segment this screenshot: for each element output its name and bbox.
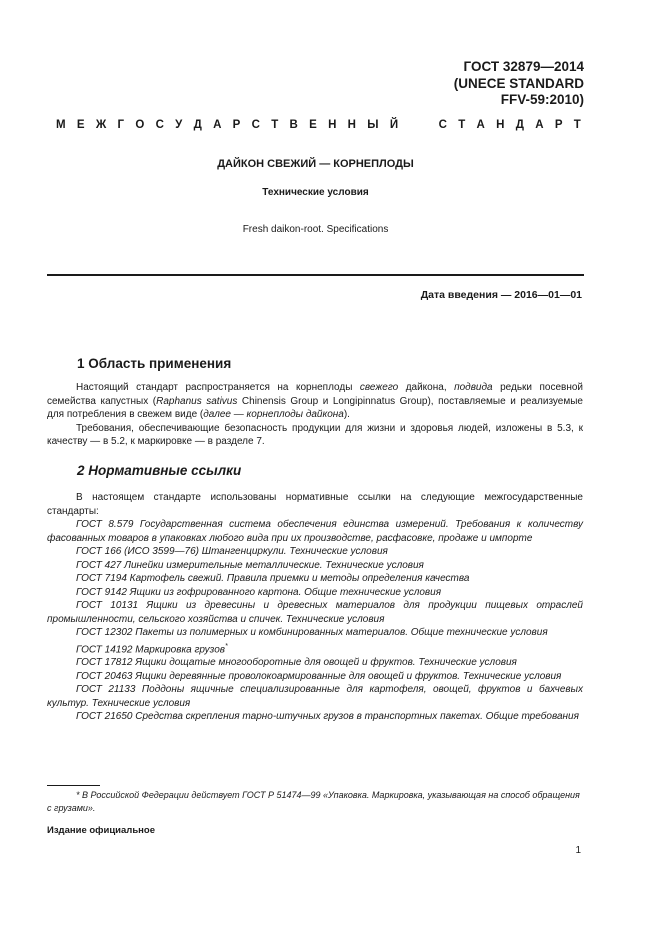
title-divider [47,274,584,276]
reference-item: ГОСТ 12302 Пакеты из полимерных и комбинированных материалов. Общие технические условия [76,627,548,638]
reference-item: ГОСТ 8.579 Государственная система обеспечения единства измерений. Требования к количеству фасованных товаров в упаковках любого вида при их производстве, расфасовке, продаже и импорте [47,519,583,544]
interstate-letter: М [56,119,66,131]
section-2-body [47,491,583,724]
interstate-letter: Е [309,119,317,131]
interstate-letter: Р [232,119,241,131]
standard-letter: А [476,119,485,131]
reference-item: ГОСТ 14192 Маркировка грузов* [76,642,228,655]
section-1-body [47,381,583,449]
reference-item: ГОСТ 21650 Средства скрепления тарно-штучных грузов в транспортных пакетах. Общие требования [76,711,579,723]
footnote-mark: * [224,642,228,650]
official-edition-label: Издание официальное [47,825,155,836]
interstate-letter: С [155,119,164,131]
standard-letter: Д [515,119,524,131]
page-number: 1 [575,845,581,856]
standard-letter: Т [573,119,581,131]
interstate-letter: Н [328,119,337,131]
section-1-heading: 1 Область применения [77,356,232,371]
standard-letter: С [438,119,447,131]
interstate-letter: А [213,119,222,131]
interstate-letter: Г [117,119,125,131]
reference-item: ГОСТ 17812 Ящики дощатые многооборотные для овощей и фруктов. Технические условия [76,657,517,669]
document-title: ДАЙКОН СВЕЖИЙ — КОРНЕПЛОДЫ [217,158,414,170]
section-2-intro: В настоящем стандарте использованы нормативные ссылки на следующие межгосударственные стандарты: [47,492,583,517]
footnote-divider [47,785,100,786]
english-title: Fresh daikon-root. Specifications [242,224,389,235]
standard-letter: Т [458,119,466,131]
standard-code [454,59,584,109]
standard-code-line: FFV-59:2010) [500,92,584,107]
footnote [47,789,583,814]
interstate-letter: Ы [367,119,379,131]
standard-letter: Р [554,119,563,131]
interstate-letter: Т [271,119,279,131]
standard-letter: А [535,119,544,131]
standard-code-line: ГОСТ 32879—2014 [463,59,584,74]
interstate-letter: О [135,119,145,131]
reference-item: ГОСТ 166 (ИСО 3599—76) Штангенциркули. Технические условия [76,546,388,557]
standard-code-line: (UNECE STANDARD [453,75,584,91]
interstate-letter: Д [193,119,202,131]
interstate-letter: С [251,119,260,131]
banner-gap [409,119,427,131]
standard-letter: Н [496,119,505,131]
introduction-date: Дата введения — 2016—01—01 [420,289,582,301]
section-1-paragraph-2: Требования, обеспечивающие безопасность продукции для жизни и здоровья людей, изложены в 5.3, к качеству — в 5.2, к маркировке — в разделе 7. [47,422,583,447]
reference-item: ГОСТ 20463 Ящики деревянные проволокоармированные для овощей и фруктов. Технические условия [76,670,562,682]
interstate-letter: У [175,119,183,131]
interstate-letter: Й [389,119,399,131]
interstate-standard-banner [56,119,581,131]
reference-item: ГОСТ 427 Линейки измерительные металлические. Технические условия [76,559,424,571]
reference-item: ГОСТ 21133 Поддоны ящичные специализированные для картофеля, овощей, фруктов и бахчевых культур. Технические условия [47,684,583,709]
reference-item: ГОСТ 10131 Ящики из древесины и древесных материалов для продукции пищевых отраслей промышленности, сельского хозяйства и спичек. Технические условия [47,600,583,625]
interstate-letter: Е [76,119,85,131]
interstate-letter: В [289,119,298,131]
reference-item: ГОСТ 9142 Ящики из гофрированного картона. Общие технические условия [76,586,442,598]
footnote-text: * В Российской Федерации действует ГОСТ Р 51474—99 «Упаковка. Маркировка, указывающая на способ обращения с грузами». [47,790,580,813]
interstate-letter: Ж [95,119,107,131]
interstate-letter: Н [347,119,356,131]
section-1-paragraph-1: Настоящий стандарт распространяется на корнеплоды свежего дайкона, подвида редьки посевной семейства капустных (Raphanus sativus Chinensis Group и Longipinnatus Group), поставляемые и реализуемые для потребления в свежем виде (далее — корнеплоды дайкона). [47,382,584,420]
reference-item: ГОСТ 7194 Картофель свежий. Правила приемки и методы определения качества [76,573,470,584]
document-subtitle: Технические условия [262,187,369,198]
section-2-heading: 2 Нормативные ссылки [77,463,242,478]
